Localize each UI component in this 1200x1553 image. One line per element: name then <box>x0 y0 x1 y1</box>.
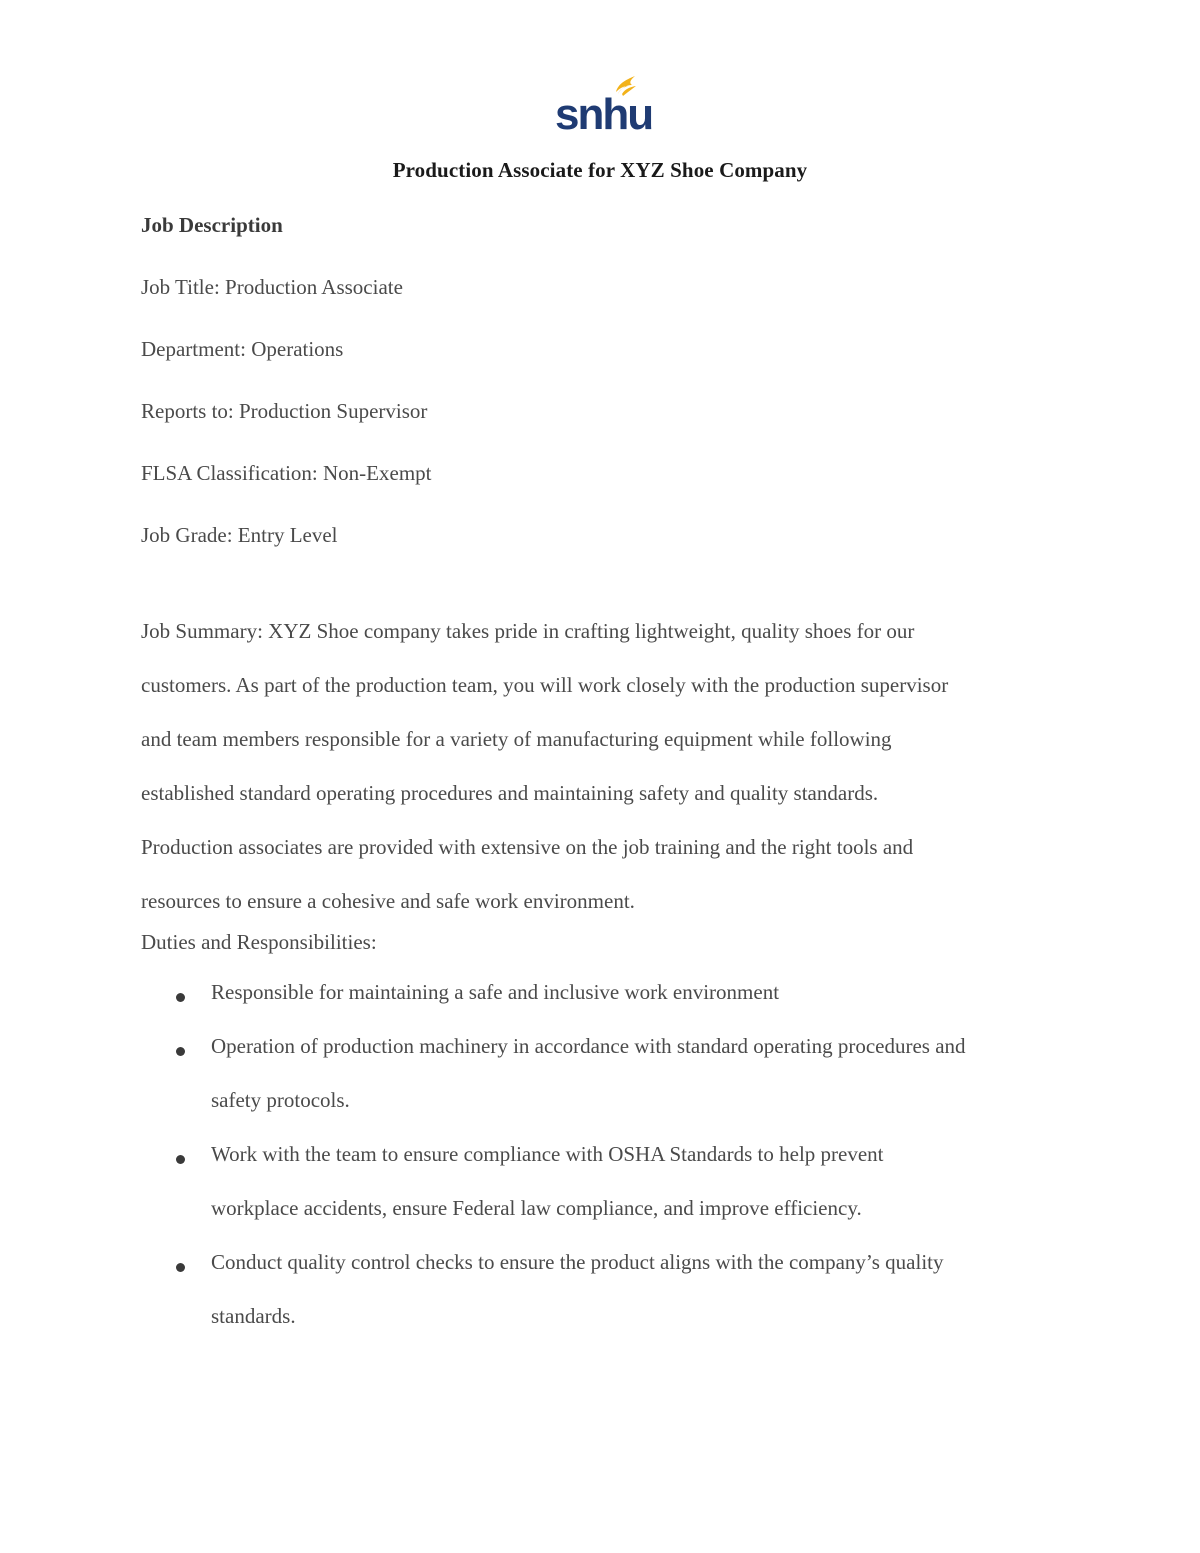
summary-line: Job Summary: XYZ Shoe company takes pride in crafting lightweight, quality shoes for our <box>141 619 915 643</box>
field-job-grade: Job Grade: Entry Level <box>141 523 338 547</box>
list-item-text <box>211 965 1200 1019</box>
list-item-line: Operation of production machinery in accordance with standard operating procedures and <box>211 1034 966 1058</box>
section-heading-job-description: Job Description <box>141 213 283 237</box>
list-item-line: Conduct quality control checks to ensure the product aligns with the company’s quality <box>211 1250 944 1274</box>
field-job-title: Job Title: Production Associate <box>141 275 403 299</box>
snhu-logo <box>552 70 653 139</box>
document-title: Production Associate for XYZ Shoe Company <box>392 158 808 182</box>
duties-list <box>0 982 1200 1360</box>
logo-wordmark: snhu <box>555 90 653 139</box>
summary-line: established standard operating procedures and maintaining safety and quality standards. <box>141 781 879 805</box>
bullet-icon <box>176 1155 185 1164</box>
field-department: Department: Operations <box>141 337 344 361</box>
summary-line: customers. As part of the production team, you will work closely with the production supervisor <box>141 673 949 697</box>
snhu-logo-graphic <box>552 70 653 139</box>
summary-line: resources to ensure a cohesive and safe work environment. <box>141 889 635 913</box>
list-item-line: workplace accidents, ensure Federal law compliance, and improve efficiency. <box>211 1196 862 1220</box>
duties-heading: Duties and Responsibilities: <box>141 930 377 954</box>
list-item-line: Work with the team to ensure compliance with OSHA Standards to help prevent <box>211 1142 884 1166</box>
list-item-text <box>211 1235 1200 1343</box>
summary-line: Production associates are provided with extensive on the job training and the right tools and <box>141 835 914 859</box>
list-item-text <box>211 1127 1200 1235</box>
bullet-icon <box>176 1263 185 1272</box>
job-summary-paragraph <box>141 604 1071 928</box>
bullet-icon <box>176 1047 185 1056</box>
field-reports-to: Reports to: Production Supervisor <box>141 399 428 423</box>
list-item <box>0 1252 1200 1360</box>
list-item-line: standards. <box>211 1304 296 1328</box>
field-flsa-classification: FLSA Classification: Non-Exempt <box>141 461 432 485</box>
bullet-icon <box>176 993 185 1002</box>
list-item-line: safety protocols. <box>211 1088 350 1112</box>
list-item-line: Responsible for maintaining a safe and inclusive work environment <box>211 980 780 1004</box>
summary-line: and team members responsible for a variety of manufacturing equipment while following <box>141 727 892 751</box>
list-item-text <box>211 1019 1200 1127</box>
